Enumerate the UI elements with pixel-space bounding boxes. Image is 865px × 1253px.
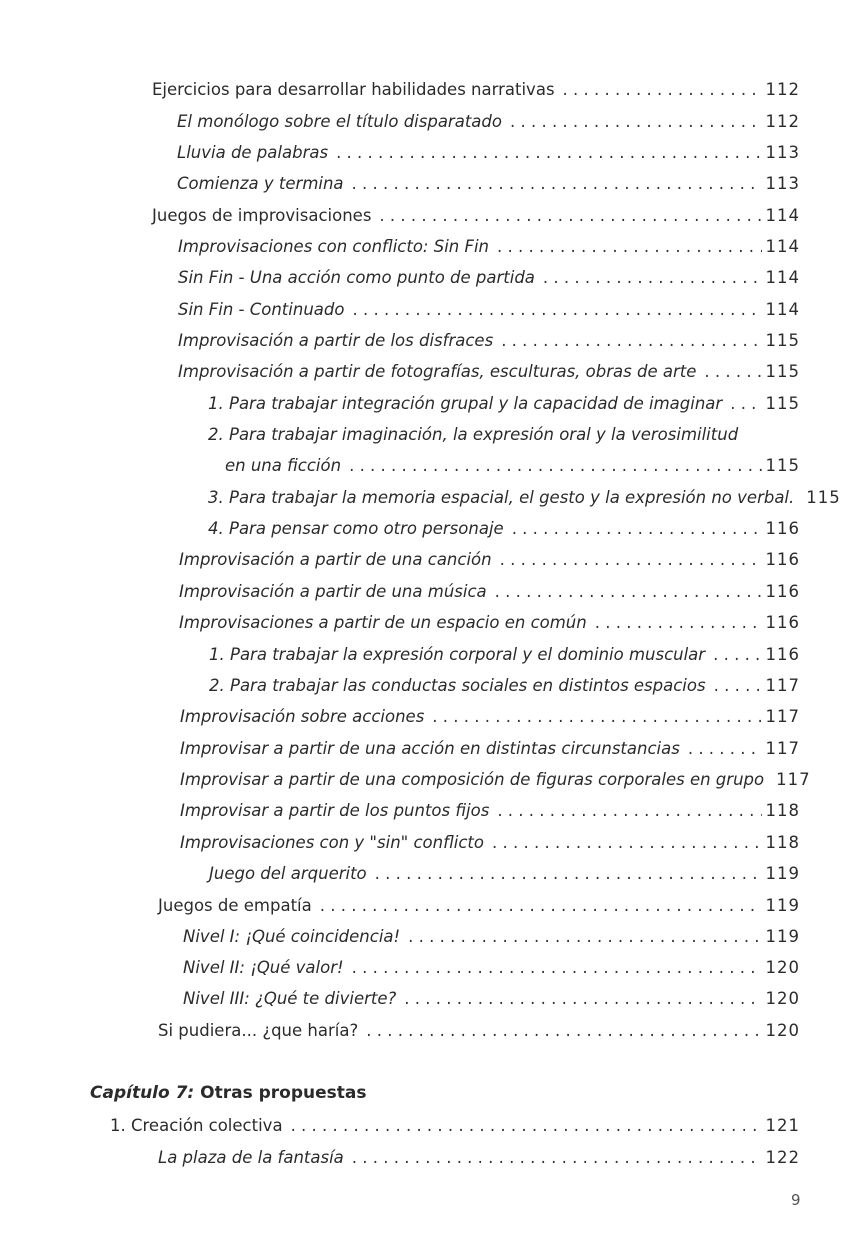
toc-entry: [180, 833, 800, 853]
toc-entry: [183, 927, 800, 947]
toc-leader-dots: [379, 206, 761, 226]
toc-entry-page: 116: [765, 519, 800, 538]
toc-entry: [209, 864, 800, 884]
toc-leader-dots: [704, 362, 761, 382]
toc-entry-label: Juegos de empatía: [158, 896, 312, 915]
toc-entry: [208, 519, 800, 539]
toc-entry-label: en una ficción: [225, 456, 342, 475]
toc-entry-label: Improvisaciones a partir de un espacio en común: [179, 613, 587, 632]
toc-entry: [183, 989, 800, 1009]
toc-entry-page: 114: [765, 300, 800, 319]
toc-entry-page: 115: [765, 331, 800, 350]
toc-entry: [158, 1148, 800, 1168]
toc-entry: [180, 707, 800, 727]
toc-entry-page: 113: [765, 143, 800, 162]
toc-leader-dots: [432, 707, 761, 727]
toc-leader-dots: [497, 237, 761, 257]
toc-entry: [177, 112, 800, 132]
toc-entry: [152, 80, 800, 100]
toc-entry-label: Nivel III: ¿Qué te divierte?: [183, 989, 397, 1008]
toc-leader-dots: [375, 864, 762, 884]
toc-entry-label: Improvisación a partir de una canción: [179, 550, 492, 569]
toc-entry-label: El monólogo sobre el título disparatado: [177, 112, 502, 131]
toc-entry: [183, 958, 800, 978]
toc-entry: [179, 550, 800, 570]
toc-entry: [180, 801, 800, 821]
toc-entry: [180, 739, 800, 759]
toc-entry-page: 117: [776, 770, 811, 789]
toc-entry: [180, 770, 811, 790]
toc-entry: [209, 676, 800, 696]
toc-entry-label: Improvisaciones con conflicto: Sin Fin: [178, 237, 490, 256]
toc-entry: [177, 174, 800, 194]
toc-entry-label: Improvisación a partir de una música: [179, 582, 487, 601]
toc-entry: [152, 206, 800, 226]
toc-entry-page: 112: [765, 80, 800, 99]
toc-entry-label: Lluvia de palabras: [177, 143, 329, 162]
toc-entry: [179, 582, 800, 602]
toc-leader-dots: [495, 582, 762, 602]
toc-leader-dots: [501, 331, 761, 351]
toc-entry-label: 1. Para trabajar la expresión corporal y el dominio muscular: [209, 645, 706, 664]
toc-entry-label: Sin Fin - Continuado: [178, 300, 345, 319]
toc-leader-dots: [352, 1148, 762, 1168]
toc-entry-page: 120: [765, 1021, 800, 1040]
toc-entry-page: 119: [765, 927, 800, 946]
toc-entry-label: La plaza de la fantasía: [158, 1148, 344, 1167]
toc-entry-label: Comienza y termina: [177, 174, 344, 193]
toc-entry-page: 112: [765, 112, 800, 131]
toc-entry-label: 2. Para trabajar imaginación, la expresión oral y la verosimilitud: [208, 425, 739, 444]
toc-entry-page: 122: [765, 1148, 800, 1167]
toc-entry-label: Juegos de improvisaciones: [152, 206, 372, 225]
toc-leader-dots: [492, 833, 762, 853]
toc-entry-page: 115: [765, 362, 800, 381]
toc-entry: [178, 362, 800, 382]
toc-entry-page: 121: [765, 1116, 800, 1135]
toc-leader-dots: [730, 394, 761, 414]
toc-entry-page: 120: [765, 958, 800, 977]
toc-entry-label: Improvisaciones con y "sin" conflicto: [180, 833, 484, 852]
toc-entry-label: Nivel I: ¡Qué coincidencia!: [183, 927, 401, 946]
toc-leader-dots: [352, 300, 761, 320]
toc-entry-label: Improvisar a partir de una acción en distintas circunstancias: [180, 739, 680, 758]
toc-leader-dots: [595, 613, 762, 633]
toc-entry-page: 117: [765, 676, 800, 695]
toc-entry-page: 118: [765, 833, 800, 852]
toc-entry-page: 117: [765, 707, 800, 726]
toc-entry-label: Nivel II: ¡Qué valor!: [183, 958, 344, 977]
toc-entry-label: Juego del arquerito: [209, 864, 367, 883]
toc-leader-dots: [366, 1021, 761, 1041]
toc-entry-page: 116: [765, 550, 800, 569]
toc-leader-dots: [408, 927, 761, 947]
toc-entry-page: 114: [765, 206, 800, 225]
toc-leader-dots: [512, 519, 762, 539]
toc-entry-label: Sin Fin - Una acción como punto de partida: [178, 268, 535, 287]
toc-entry-page: 117: [765, 739, 800, 758]
toc-entry-label: 1. Creación colectiva: [110, 1116, 283, 1135]
toc-entry: [178, 268, 800, 288]
toc-leader-dots: [320, 896, 762, 916]
toc-entry: [158, 896, 800, 916]
toc-entry: [158, 1021, 800, 1041]
toc-entry: [110, 1116, 800, 1136]
toc-entry-page: 116: [765, 613, 800, 632]
toc-leader-dots: [497, 801, 761, 821]
toc-entry-page: 115: [765, 456, 800, 475]
toc-entry-page: 118: [765, 801, 800, 820]
chapter-prefix: Capítulo 7:: [90, 1083, 195, 1103]
toc-leader-dots: [713, 645, 761, 665]
toc-leader-dots: [714, 676, 762, 696]
toc-leader-dots: [404, 989, 761, 1009]
toc-entry: [208, 488, 841, 508]
toc-entry-label: Improvisación a partir de fotografías, esculturas, obras de arte: [178, 362, 697, 381]
toc-entry: [209, 645, 800, 665]
page-number: 9: [791, 1191, 801, 1209]
chapter-title: Otras propuestas: [200, 1083, 367, 1103]
toc-entry-page: 114: [765, 237, 800, 256]
toc-entry: [208, 394, 800, 414]
toc-entry-page: 115: [806, 488, 841, 507]
toc-entry-page: 114: [765, 268, 800, 287]
toc-entry-label: 4. Para pensar como otro personaje: [208, 519, 504, 538]
toc-entry: [178, 331, 800, 351]
toc-entry-label: 3. Para trabajar la memoria espacial, el gesto y la expresión no verbal.: [208, 488, 795, 507]
toc-entry-label: Ejercicios para desarrollar habilidades narrativas: [152, 80, 555, 99]
toc-entry-label: Si pudiera... ¿que haría?: [158, 1021, 359, 1040]
toc-entry-page: 120: [765, 989, 800, 1008]
toc-leader-dots: [543, 268, 762, 288]
toc-leader-dots: [336, 143, 761, 163]
toc-entry-label: Improvisación sobre acciones: [180, 707, 425, 726]
toc-entry-page: 115: [765, 394, 800, 413]
toc-entry: [177, 143, 800, 163]
toc-entry: [178, 300, 800, 320]
toc-entry-page: 119: [765, 864, 800, 883]
toc-leader-dots: [500, 550, 762, 570]
toc-entry-label: Improvisar a partir de los puntos fijos: [180, 801, 490, 820]
chapter-heading: [90, 1083, 367, 1103]
toc-entry-label: Improvisar a partir de una composición de figuras corporales en grupo: [180, 770, 765, 789]
toc-leader-dots: [352, 174, 762, 194]
toc-leader-dots: [291, 1116, 762, 1136]
toc-entry-page: 116: [765, 645, 800, 664]
toc-entry-page: 113: [765, 174, 800, 193]
toc-leader-dots: [510, 112, 762, 132]
toc-entry-label: 1. Para trabajar integración grupal y la capacidad de imaginar: [208, 394, 723, 413]
toc-leader-dots: [352, 958, 762, 978]
toc-leader-dots: [563, 80, 762, 100]
toc-entry-page: 116: [765, 582, 800, 601]
toc-entry-page: 119: [765, 896, 800, 915]
toc-entry-label: 2. Para trabajar las conductas sociales en distintos espacios: [209, 676, 706, 695]
toc-entry-label: Improvisación a partir de los disfraces: [178, 331, 494, 350]
toc-entry: [225, 456, 800, 476]
toc-entry: [179, 613, 800, 633]
toc-leader-dots: [688, 739, 762, 759]
toc-entry: [178, 237, 800, 257]
toc-leader-dots: [349, 456, 761, 476]
